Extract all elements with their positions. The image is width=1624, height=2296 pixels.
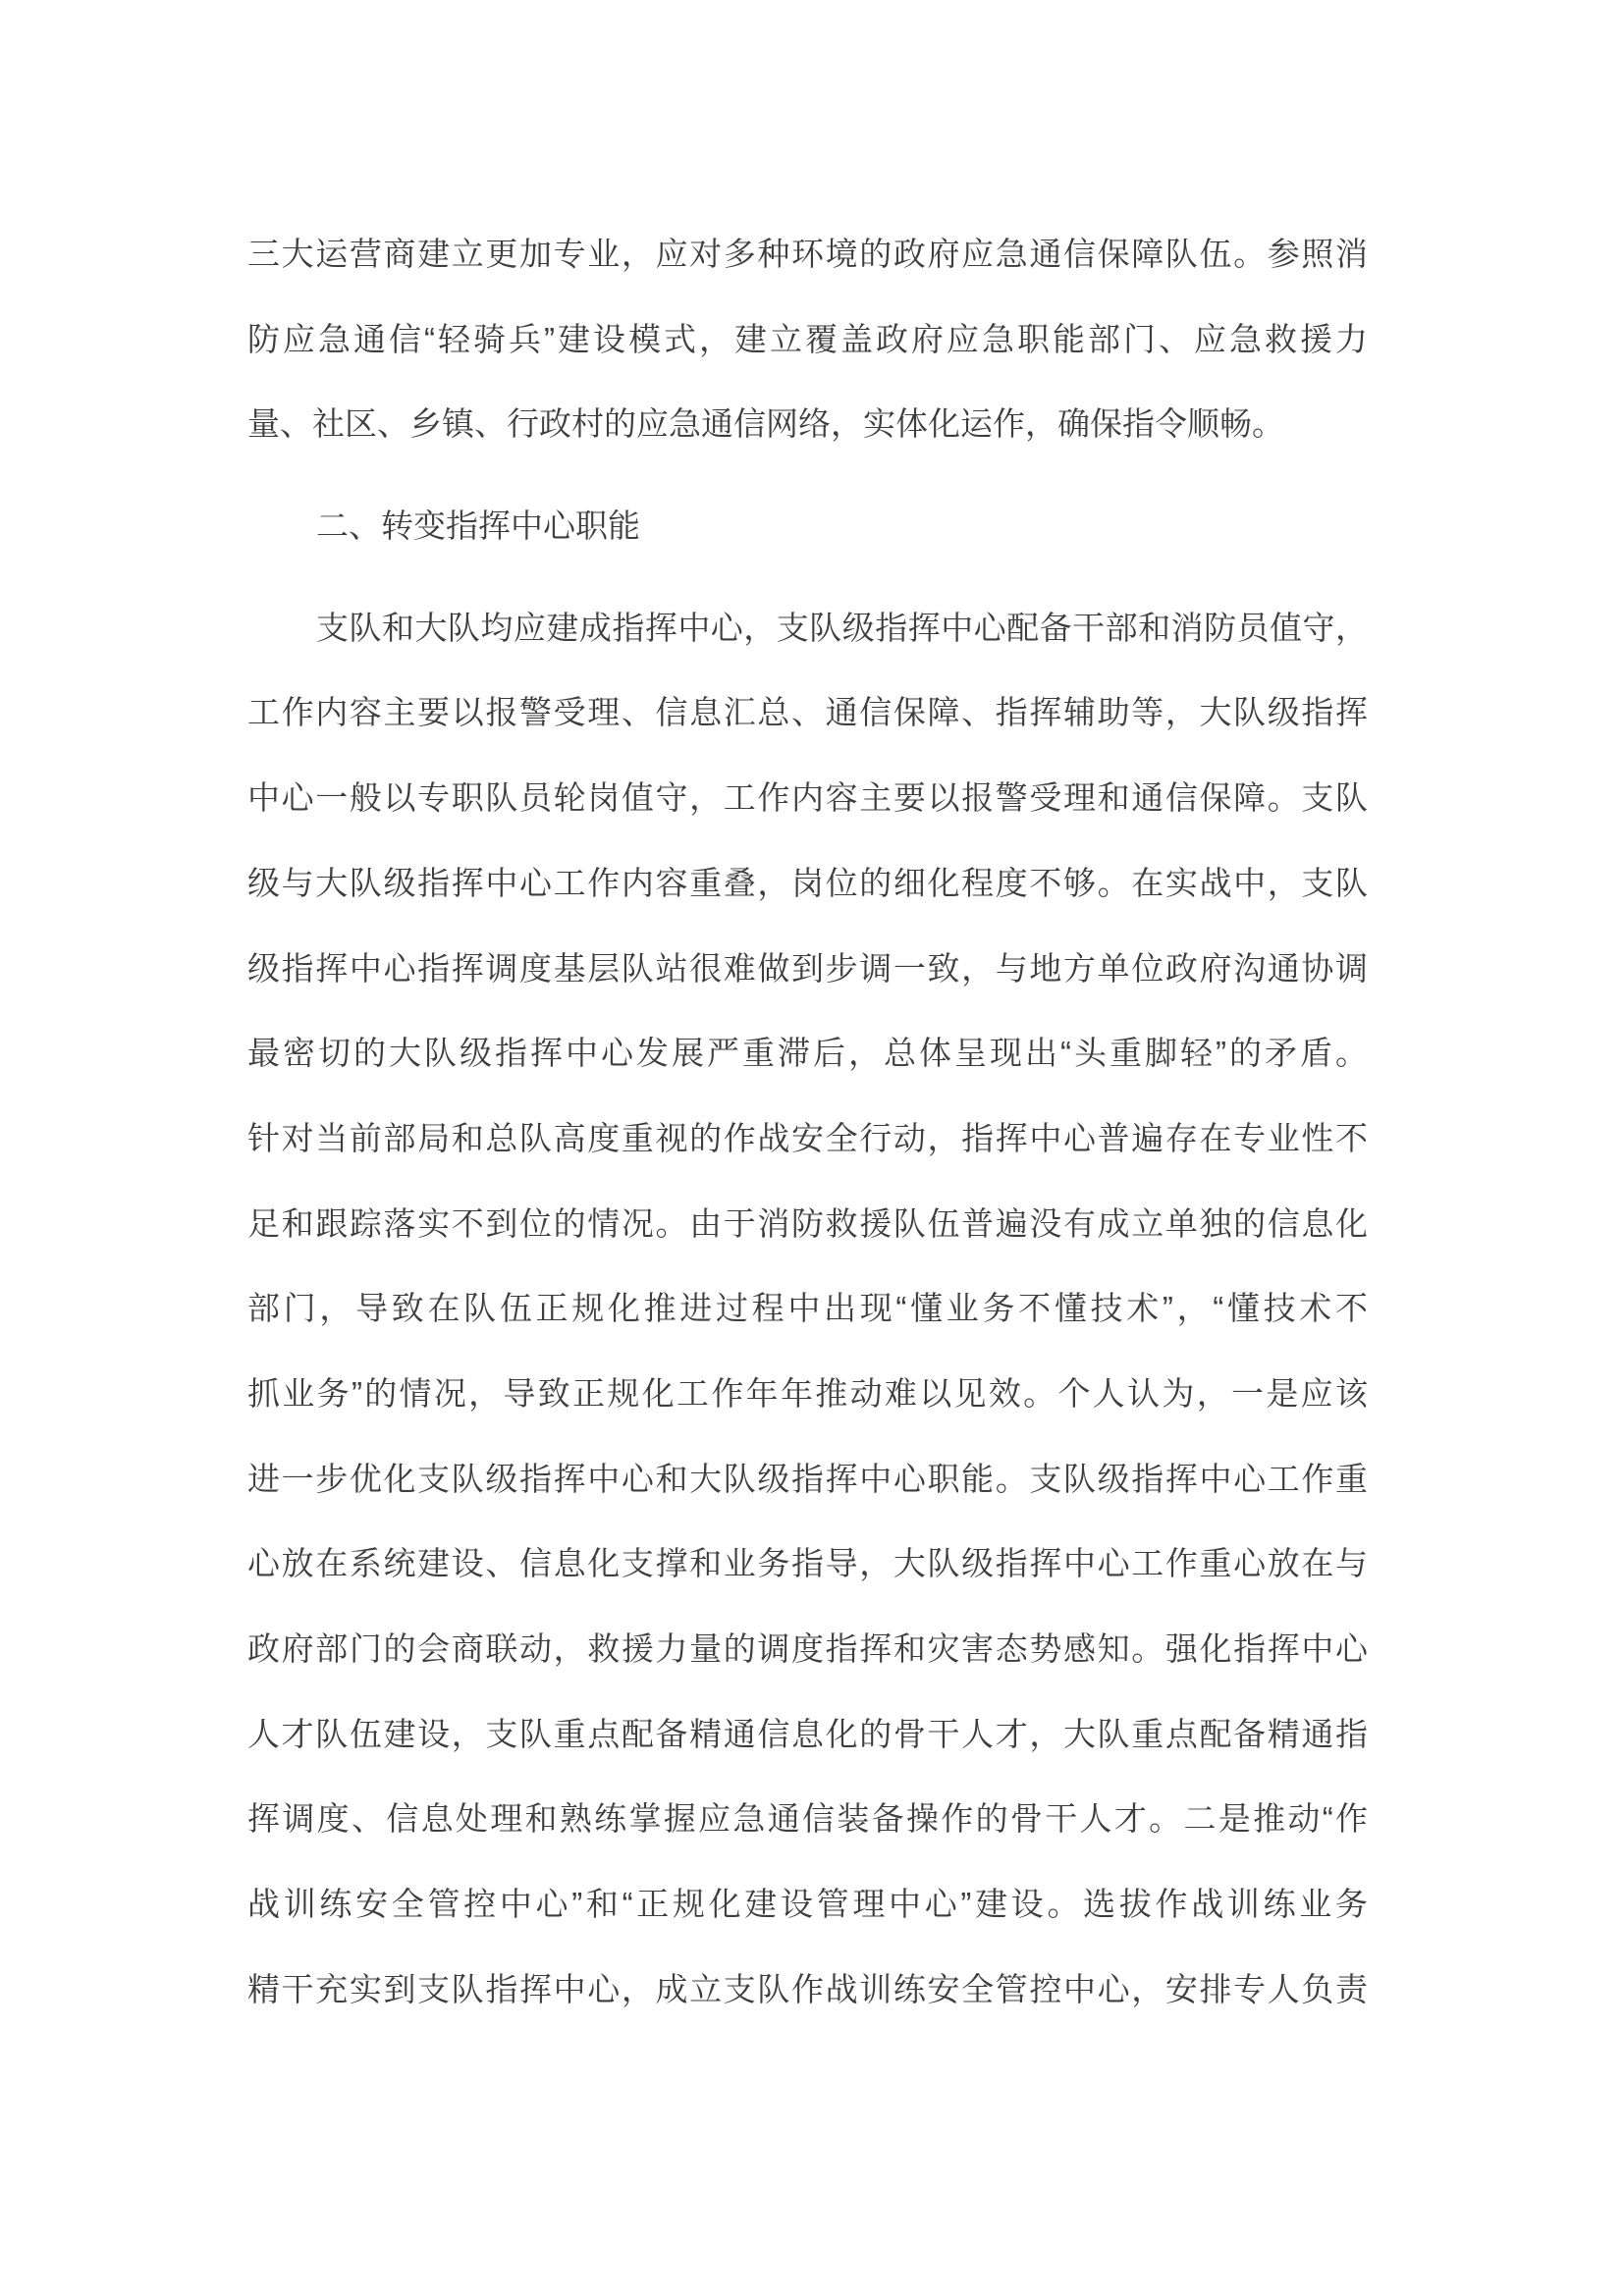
text-line: 进一步优化支队级指挥中心和大队级指挥中心职能。支队级指挥中心工作重 — [247, 1460, 1368, 1497]
paragraph — [247, 586, 1368, 2033]
text-line: 心放在系统建设、信息化支撑和业务指导，大队级指挥中心工作重心放在与 — [247, 1545, 1368, 1582]
text-line: 防应急通信“轻骑兵”建设模式，建立覆盖政府应急职能部门、应急救援力 — [247, 320, 1368, 357]
text-line: 人才队伍建设，支队重点配备精通信息化的骨干人才，大队重点配备精通指 — [247, 1715, 1368, 1752]
section-heading-text: 二、转变指挥中心职能 — [316, 507, 640, 545]
text-line: 部门，导致在队伍正规化推进过程中出现“懂业务不懂技术”，“懂技术不 — [247, 1290, 1368, 1327]
text-line: 足和跟踪落实不到位的情况。由于消防救援队伍普遍没有成立单独的信息化 — [247, 1204, 1368, 1242]
text-line: 政府部门的会商联动，救援力量的调度指挥和灾害态势感知。强化指挥中心 — [247, 1630, 1368, 1667]
document-content — [247, 212, 1368, 2032]
text-line: 中心一般以专职队员轮岗值守，工作内容主要以报警受理和通信保障。支队 — [247, 779, 1368, 817]
text-line: 级与大队级指挥中心工作内容重叠，岗位的细化程度不够。在实战中，支队 — [247, 864, 1368, 901]
section-heading — [247, 484, 1368, 569]
text-line: 工作内容主要以报警受理、信息汇总、通信保障、指挥辅助等，大队级指挥 — [247, 694, 1368, 731]
text-line: 挥调度、信息处理和熟练掌握应急通信装备操作的骨干人才。二是推动“作 — [247, 1800, 1368, 1838]
text-line: 战训练安全管控中心”和“正规化建设管理中心”建设。选拔作战训练业务 — [247, 1886, 1368, 1923]
text-line: 量、社区、乡镇、行政村的应急通信网络，实体化运作，确保指令顺畅。 — [247, 405, 1284, 443]
text-line: 针对当前部局和总队高度重视的作战安全行动，指挥中心普遍存在专业性不 — [247, 1119, 1368, 1156]
text-line: 三大运营商建立更加专业，应对多种环境的政府应急通信保障队伍。参照消 — [247, 236, 1368, 272]
text-line: 精干充实到支队指挥中心，成立支队作战训练安全管控中心，安排专人负责 — [247, 1970, 1368, 2007]
text-line: 支队和大队均应建成指挥中心，支队级指挥中心配备干部和消防员值守， — [316, 609, 1368, 646]
text-line: 级指挥中心指挥调度基层队站很难做到步调一致，与地方单位政府沟通协调 — [247, 949, 1368, 987]
text-line: 抓业务”的情况，导致正规化工作年年推动难以见效。个人认为，一是应该 — [247, 1374, 1368, 1412]
paragraph — [247, 212, 1368, 467]
text-line: 最密切的大队级指挥中心发展严重滞后，总体呈现出“头重脚轻”的矛盾。 — [247, 1035, 1368, 1072]
